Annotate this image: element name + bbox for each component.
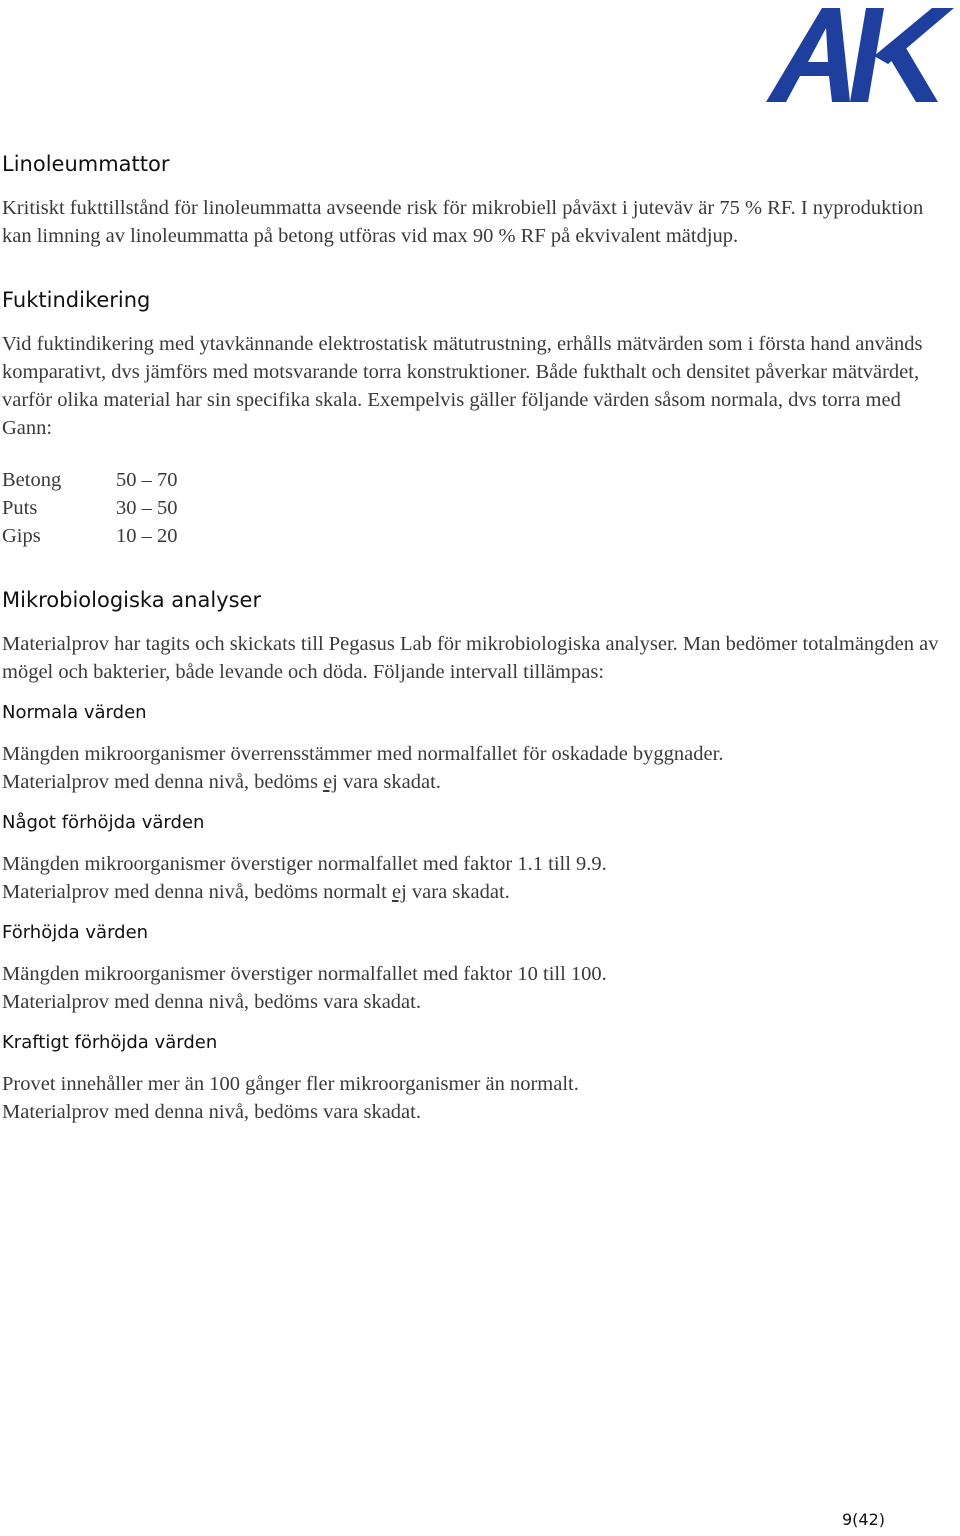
ak-logo [766,6,954,102]
normala-line2-post: vara skadat. [337,771,441,793]
gann-value-row [2,466,952,494]
heading-kraftigt-forhojda-varden: Kraftigt förhöjda värden [2,1032,218,1053]
paragraph-forhojda-varden [2,960,952,1016]
page-number: 9(42) [842,1510,886,1529]
document-content [2,148,952,1126]
heading-fuktindikering: Fuktindikering [2,288,151,312]
material-name: Puts [2,497,38,519]
nagot-line2-pre: Materialprov med denna nivå, bedöms normalt [2,881,392,903]
paragraph-nagot-forhojda-varden [2,850,952,906]
gann-values-list [2,466,952,550]
gann-value-row [2,522,952,550]
material-name: Betong [2,469,62,491]
material-name: Gips [2,525,41,547]
nagot-line1: Mängden mikroorganismer överstiger normalfallet med faktor 1.1 till 9.9. [2,853,607,875]
forhojda-line1: Mängden mikroorganismer överstiger normalfallet med faktor 10 till 100. [2,963,607,985]
heading-forhojda-varden: Förhöjda värden [2,922,149,943]
normala-line2-pre: Materialprov med denna nivå, bedöms [2,771,324,793]
material-range: 30 – 50 [116,497,178,519]
normala-line2-underlined: ej [323,771,338,793]
nagot-line2-underlined: ej [391,881,407,903]
material-range: 50 – 70 [116,469,178,491]
paragraph-kraftigt-forhojda-varden [2,1070,952,1126]
nagot-line2-post: vara skadat. [406,881,510,903]
heading-nagot-forhojda-varden: Något förhöjda värden [2,812,205,833]
normala-line1: Mängden mikroorganismer överrensstämmer med normalfallet för oskadade byggnader. [2,743,724,765]
forhojda-line2: Materialprov med denna nivå, bedöms vara skadat. [2,991,421,1013]
heading-mikrobiologiska-analyser: Mikrobiologiska analyser [2,588,262,612]
heading-linoleummattor: Linoleummattor [2,152,170,176]
gann-value-row [2,494,952,522]
paragraph-normala-varden [2,740,952,796]
paragraph-fuktindikering: Vid fuktindikering med ytavkännande elektrostatisk mätutrustning, erhålls mätvärden som i första hand används komparativt, dvs jämförs med motsvarande torra konstruktioner. Både fukthalt och densitet påverkar mätvärdet, varför olika material har sin specifika skala. Exempelvis gäller följande värden såsom normala, dvs torra med Gann: [2,333,923,439]
kraftigt-line1: Provet innehåller mer än 100 gånger fler mikroorganismer än normalt. [2,1073,579,1095]
paragraph-linoleummattor: Kritiskt fukttillstånd för linoleummatta avseende risk för mikrobiell påväxt i juteväv är 75 % RF. I nyproduktion kan limning av linoleummatta på betong utföras vid max 90 % RF på ekvivalent mätdjup. [2,197,924,247]
kraftigt-line2: Materialprov med denna nivå, bedöms vara skadat. [2,1101,421,1123]
material-range: 10 – 20 [116,525,178,547]
heading-normala-varden: Normala värden [2,702,147,723]
paragraph-mikrobiologiska-analyser: Materialprov har tagits och skickats till Pegasus Lab för mikrobiologiska analyser. Man bedömer totalmängden av mögel och bakterier, både levande och döda. Följande intervall tillämpas: [2,633,939,683]
